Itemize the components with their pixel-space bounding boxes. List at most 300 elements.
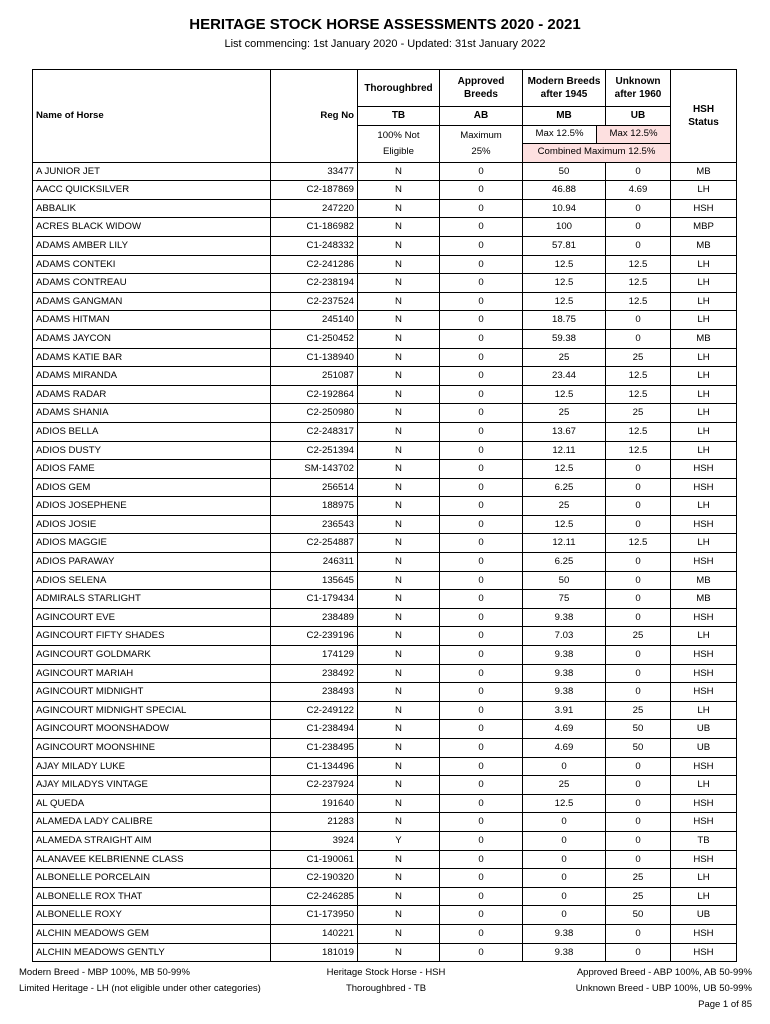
mb-value-cell: 9.38 bbox=[523, 646, 606, 665]
footer-heritage-stock-horse: Heritage Stock Horse - HSH bbox=[326, 967, 446, 978]
ub-value-cell: 0 bbox=[606, 571, 671, 590]
ab-value-cell: 0 bbox=[440, 571, 523, 590]
horse-name-cell: ADIOS JOSIE bbox=[33, 515, 271, 534]
hsh-status-cell: LH bbox=[671, 311, 737, 330]
horse-name-cell: AGINCOURT EVE bbox=[33, 608, 271, 627]
hsh-status-cell: MB bbox=[671, 236, 737, 255]
ub-value-cell: 0 bbox=[606, 850, 671, 869]
table-row bbox=[33, 776, 737, 795]
ab-value-cell: 0 bbox=[440, 274, 523, 293]
mb-value-cell: 10.94 bbox=[523, 199, 606, 218]
reg-no-cell: C2-192864 bbox=[271, 385, 358, 404]
ab-value-cell: 0 bbox=[440, 906, 523, 925]
tb-value-cell: N bbox=[358, 739, 440, 758]
mb-value-cell: 57.81 bbox=[523, 236, 606, 255]
footer-left bbox=[19, 965, 261, 997]
reg-no-cell: C1-138940 bbox=[271, 348, 358, 367]
tb-value-cell: N bbox=[358, 236, 440, 255]
ub-value-cell: 0 bbox=[606, 831, 671, 850]
table-row bbox=[33, 943, 737, 962]
ab-value-cell: 0 bbox=[440, 460, 523, 479]
table-row bbox=[33, 199, 737, 218]
header-status-line2: Status bbox=[688, 116, 719, 128]
ub-value-cell: 12.5 bbox=[606, 292, 671, 311]
tb-value-cell: N bbox=[358, 385, 440, 404]
hsh-status-cell: HSH bbox=[671, 794, 737, 813]
hsh-status-cell: MB bbox=[671, 162, 737, 181]
ab-value-cell: 0 bbox=[440, 553, 523, 572]
hsh-status-cell: LH bbox=[671, 255, 737, 274]
hsh-status-cell: LH bbox=[671, 181, 737, 200]
reg-no-cell: 191640 bbox=[271, 794, 358, 813]
reg-no-cell: SM-143702 bbox=[271, 460, 358, 479]
table-row bbox=[33, 162, 737, 181]
horse-name-cell: ALAMEDA LADY CALIBRE bbox=[33, 813, 271, 832]
ub-value-cell: 0 bbox=[606, 515, 671, 534]
ub-value-cell: 0 bbox=[606, 162, 671, 181]
header-unknown bbox=[606, 70, 671, 107]
tb-value-cell: N bbox=[358, 162, 440, 181]
hsh-status-cell: HSH bbox=[671, 515, 737, 534]
table-row bbox=[33, 553, 737, 572]
mb-value-cell: 0 bbox=[523, 887, 606, 906]
table-row bbox=[33, 627, 737, 646]
table-row bbox=[33, 869, 737, 888]
ub-value-cell: 4.69 bbox=[606, 181, 671, 200]
ub-value-cell: 0 bbox=[606, 199, 671, 218]
mb-value-cell: 0 bbox=[523, 813, 606, 832]
mb-value-cell: 25 bbox=[523, 348, 606, 367]
tb-value-cell: N bbox=[358, 460, 440, 479]
ub-value-cell: 12.5 bbox=[606, 385, 671, 404]
hsh-status-cell: LH bbox=[671, 497, 737, 516]
tb-value-cell: N bbox=[358, 906, 440, 925]
ab-note-line2: 25% bbox=[471, 145, 491, 157]
ub-value-cell: 12.5 bbox=[606, 255, 671, 274]
tb-value-cell: N bbox=[358, 329, 440, 348]
mb-value-cell: 23.44 bbox=[523, 367, 606, 386]
tb-value-cell: N bbox=[358, 292, 440, 311]
ab-value-cell: 0 bbox=[440, 515, 523, 534]
header-mb: MB bbox=[523, 107, 606, 126]
footer-modern-breed: Modern Breed - MBP 100%, MB 50-99% bbox=[19, 967, 190, 978]
table-header bbox=[33, 70, 737, 163]
horse-name-cell: AGINCOURT MIDNIGHT bbox=[33, 683, 271, 702]
tb-value-cell: N bbox=[358, 497, 440, 516]
horse-name-cell: ADAMS CONTREAU bbox=[33, 274, 271, 293]
ub-value-cell: 25 bbox=[606, 627, 671, 646]
ab-value-cell: 0 bbox=[440, 701, 523, 720]
ab-value-cell: 0 bbox=[440, 441, 523, 460]
table-row bbox=[33, 739, 737, 758]
ab-value-cell: 0 bbox=[440, 497, 523, 516]
ab-value-cell: 0 bbox=[440, 664, 523, 683]
hsh-status-cell: LH bbox=[671, 534, 737, 553]
ub-value-cell: 0 bbox=[606, 608, 671, 627]
reg-no-cell: C2-241286 bbox=[271, 255, 358, 274]
tb-value-cell: N bbox=[358, 776, 440, 795]
ub-value-cell: 25 bbox=[606, 869, 671, 888]
ub-value-cell: 0 bbox=[606, 924, 671, 943]
mb-value-cell: 9.38 bbox=[523, 943, 606, 962]
ub-value-cell: 0 bbox=[606, 664, 671, 683]
mb-value-cell: 25 bbox=[523, 404, 606, 423]
mb-value-cell: 75 bbox=[523, 590, 606, 609]
ub-value-cell: 50 bbox=[606, 739, 671, 758]
ub-value-cell: 0 bbox=[606, 497, 671, 516]
reg-no-cell: 238489 bbox=[271, 608, 358, 627]
footer-right bbox=[576, 965, 752, 1013]
ub-value-cell: 0 bbox=[606, 478, 671, 497]
table-row bbox=[33, 646, 737, 665]
table-row bbox=[33, 348, 737, 367]
mb-value-cell: 12.11 bbox=[523, 441, 606, 460]
ub-value-cell: 50 bbox=[606, 906, 671, 925]
tb-value-cell: N bbox=[358, 794, 440, 813]
reg-no-cell: 33477 bbox=[271, 162, 358, 181]
header-ub: UB bbox=[606, 107, 671, 126]
hsh-status-cell: LH bbox=[671, 404, 737, 423]
ab-value-cell: 0 bbox=[440, 608, 523, 627]
ab-value-cell: 0 bbox=[440, 367, 523, 386]
combined-maximum: Combined Maximum 12.5% bbox=[523, 144, 670, 162]
tb-value-cell: N bbox=[358, 646, 440, 665]
ub-value-cell: 0 bbox=[606, 460, 671, 479]
table-row bbox=[33, 608, 737, 627]
tb-value-cell: N bbox=[358, 869, 440, 888]
tb-value-cell: N bbox=[358, 850, 440, 869]
reg-no-cell: C1-248332 bbox=[271, 236, 358, 255]
tb-value-cell: N bbox=[358, 813, 440, 832]
tb-value-cell: N bbox=[358, 701, 440, 720]
assessment-table bbox=[32, 69, 737, 962]
table-row bbox=[33, 831, 737, 850]
reg-no-cell: C2-237924 bbox=[271, 776, 358, 795]
mb-value-cell: 9.38 bbox=[523, 683, 606, 702]
reg-no-cell: 21283 bbox=[271, 813, 358, 832]
footer-middle bbox=[316, 965, 456, 997]
table-row bbox=[33, 497, 737, 516]
reg-no-cell: 236543 bbox=[271, 515, 358, 534]
mb-value-cell: 4.69 bbox=[523, 720, 606, 739]
horse-name-cell: ADAMS SHANIA bbox=[33, 404, 271, 423]
horse-name-cell: AJAY MILADY LUKE bbox=[33, 757, 271, 776]
ub-value-cell: 25 bbox=[606, 701, 671, 720]
tb-value-cell: N bbox=[358, 924, 440, 943]
mb-value-cell: 12.5 bbox=[523, 292, 606, 311]
reg-no-cell: C1-173950 bbox=[271, 906, 358, 925]
ub-value-cell: 12.5 bbox=[606, 534, 671, 553]
table-row bbox=[33, 794, 737, 813]
hsh-status-cell: LH bbox=[671, 627, 737, 646]
header-status-line1: HSH bbox=[692, 103, 715, 115]
ab-value-cell: 0 bbox=[440, 683, 523, 702]
mb-value-cell: 6.25 bbox=[523, 553, 606, 572]
mb-value-cell: 12.5 bbox=[523, 794, 606, 813]
hsh-status-cell: MB bbox=[671, 590, 737, 609]
table-row bbox=[33, 906, 737, 925]
hsh-status-cell: LH bbox=[671, 776, 737, 795]
tb-value-cell: N bbox=[358, 255, 440, 274]
ab-value-cell: 0 bbox=[440, 255, 523, 274]
horse-name-cell: ADIOS PARAWAY bbox=[33, 553, 271, 572]
table-row bbox=[33, 329, 737, 348]
mb-value-cell: 3.91 bbox=[523, 701, 606, 720]
mb-value-cell: 100 bbox=[523, 218, 606, 237]
ab-note-line1: Maximum bbox=[460, 129, 502, 141]
mb-value-cell: 12.5 bbox=[523, 460, 606, 479]
mb-value-cell: 12.5 bbox=[523, 255, 606, 274]
reg-no-cell: 174129 bbox=[271, 646, 358, 665]
reg-no-cell: 238492 bbox=[271, 664, 358, 683]
hsh-status-cell: UB bbox=[671, 720, 737, 739]
reg-no-cell: C1-238494 bbox=[271, 720, 358, 739]
horse-name-cell: ALBONELLE PORCELAIN bbox=[33, 869, 271, 888]
horse-name-cell: ACRES BLACK WIDOW bbox=[33, 218, 271, 237]
ab-value-cell: 0 bbox=[440, 813, 523, 832]
header-ab-note bbox=[440, 125, 523, 162]
horse-name-cell: ALBONELLE ROXY bbox=[33, 906, 271, 925]
hsh-status-cell: MBP bbox=[671, 218, 737, 237]
header-approved-breeds bbox=[440, 70, 523, 107]
ab-value-cell: 0 bbox=[440, 757, 523, 776]
ab-value-cell: 0 bbox=[440, 422, 523, 441]
reg-no-cell: 140221 bbox=[271, 924, 358, 943]
ub-value-cell: 25 bbox=[606, 404, 671, 423]
tb-value-cell: N bbox=[358, 887, 440, 906]
reg-no-cell: 256514 bbox=[271, 478, 358, 497]
horse-name-cell: AGINCOURT MIDNIGHT SPECIAL bbox=[33, 701, 271, 720]
tb-value-cell: N bbox=[358, 720, 440, 739]
header-unknown-line1: Unknown bbox=[615, 76, 661, 87]
mb-value-cell: 9.38 bbox=[523, 924, 606, 943]
mb-value-cell: 12.5 bbox=[523, 515, 606, 534]
horse-name-cell: ADIOS GEM bbox=[33, 478, 271, 497]
header-tb: TB bbox=[358, 107, 440, 126]
mb-value-cell: 7.03 bbox=[523, 627, 606, 646]
footer-unknown-breed: Unknown Breed - UBP 100%, UB 50-99% bbox=[575, 983, 752, 994]
horse-name-cell: AACC QUICKSILVER bbox=[33, 181, 271, 200]
footer-thoroughbred: Thoroughbred - TB bbox=[345, 983, 427, 994]
horse-name-cell: AGINCOURT MOONSHINE bbox=[33, 739, 271, 758]
footer-limited-heritage: Limited Heritage - LH (not eligible under other categories) bbox=[19, 983, 261, 994]
hsh-status-cell: HSH bbox=[671, 850, 737, 869]
ub-value-cell: 0 bbox=[606, 757, 671, 776]
reg-no-cell: C1-186982 bbox=[271, 218, 358, 237]
mb-value-cell: 0 bbox=[523, 757, 606, 776]
mb-value-cell: 12.5 bbox=[523, 274, 606, 293]
table-row bbox=[33, 236, 737, 255]
reg-no-cell: C2-238194 bbox=[271, 274, 358, 293]
tb-value-cell: N bbox=[358, 757, 440, 776]
table-row bbox=[33, 683, 737, 702]
ab-value-cell: 0 bbox=[440, 162, 523, 181]
horse-name-cell: ADAMS HITMAN bbox=[33, 311, 271, 330]
table-row bbox=[33, 757, 737, 776]
tb-value-cell: N bbox=[358, 515, 440, 534]
horse-name-cell: ALAMEDA STRAIGHT AIM bbox=[33, 831, 271, 850]
hsh-status-cell: UB bbox=[671, 906, 737, 925]
mb-value-cell: 12.5 bbox=[523, 385, 606, 404]
mb-value-cell: 9.38 bbox=[523, 608, 606, 627]
reg-no-cell: C2-239196 bbox=[271, 627, 358, 646]
horse-name-cell: AL QUEDA bbox=[33, 794, 271, 813]
table-body bbox=[33, 162, 737, 962]
header-unknown-line2: after 1960 bbox=[614, 89, 662, 100]
mb-value-cell: 12.11 bbox=[523, 534, 606, 553]
footer-approved-breed: Approved Breed - ABP 100%, AB 50-99% bbox=[576, 967, 752, 978]
reg-no-cell: 188975 bbox=[271, 497, 358, 516]
page-number: Page 1 of 85 bbox=[698, 999, 752, 1010]
page-title: HERITAGE STOCK HORSE ASSESSMENTS 2020 - 2021 bbox=[189, 16, 581, 33]
ab-value-cell: 0 bbox=[440, 776, 523, 795]
hsh-status-cell: LH bbox=[671, 348, 737, 367]
ab-value-cell: 0 bbox=[440, 627, 523, 646]
reg-no-cell: 181019 bbox=[271, 943, 358, 962]
ub-value-cell: 0 bbox=[606, 813, 671, 832]
mb-value-cell: 0 bbox=[523, 831, 606, 850]
ab-value-cell: 0 bbox=[440, 478, 523, 497]
horse-name-cell: ADAMS MIRANDA bbox=[33, 367, 271, 386]
header-approved-line2: Breeds bbox=[464, 89, 498, 100]
table-row bbox=[33, 664, 737, 683]
reg-no-cell: C2-249122 bbox=[271, 701, 358, 720]
reg-no-cell: C2-251394 bbox=[271, 441, 358, 460]
horse-name-cell: AGINCOURT FIFTY SHADES bbox=[33, 627, 271, 646]
table-row bbox=[33, 701, 737, 720]
reg-no-cell: 238493 bbox=[271, 683, 358, 702]
tb-note-line2: Eligible bbox=[383, 145, 414, 157]
hsh-status-cell: HSH bbox=[671, 199, 737, 218]
hsh-status-cell: LH bbox=[671, 701, 737, 720]
horse-name-cell: ADAMS AMBER LILY bbox=[33, 236, 271, 255]
mb-value-cell: 59.38 bbox=[523, 329, 606, 348]
mb-value-cell: 0 bbox=[523, 850, 606, 869]
tb-value-cell: N bbox=[358, 422, 440, 441]
horse-name-cell: ALCHIN MEADOWS GEM bbox=[33, 924, 271, 943]
horse-name-cell: ALCHIN MEADOWS GENTLY bbox=[33, 943, 271, 962]
reg-no-cell: C1-134496 bbox=[271, 757, 358, 776]
hsh-status-cell: LH bbox=[671, 422, 737, 441]
header-thoroughbred: Thoroughbred bbox=[358, 70, 440, 107]
ab-value-cell: 0 bbox=[440, 404, 523, 423]
reg-no-cell: C2-246285 bbox=[271, 887, 358, 906]
horse-name-cell: ADIOS BELLA bbox=[33, 422, 271, 441]
horse-name-cell: AGINCOURT MOONSHADOW bbox=[33, 720, 271, 739]
horse-name-cell: ADAMS CONTEKI bbox=[33, 255, 271, 274]
page-subtitle: List commencing: 1st January 2020 - Updated: 31st January 2022 bbox=[224, 38, 546, 50]
mb-value-cell: 4.69 bbox=[523, 739, 606, 758]
mb-value-cell: 13.67 bbox=[523, 422, 606, 441]
table-row bbox=[33, 441, 737, 460]
tb-value-cell: N bbox=[358, 478, 440, 497]
hsh-status-cell: HSH bbox=[671, 664, 737, 683]
horse-name-cell: ADAMS RADAR bbox=[33, 385, 271, 404]
horse-name-cell: ADAMS GANGMAN bbox=[33, 292, 271, 311]
ab-value-cell: 0 bbox=[440, 311, 523, 330]
hsh-status-cell: HSH bbox=[671, 924, 737, 943]
tb-value-cell: N bbox=[358, 553, 440, 572]
hsh-status-cell: HSH bbox=[671, 943, 737, 962]
hsh-status-cell: MB bbox=[671, 329, 737, 348]
table-row bbox=[33, 515, 737, 534]
ub-note: Max 12.5% bbox=[597, 126, 670, 143]
ab-value-cell: 0 bbox=[440, 646, 523, 665]
header-modern-breeds bbox=[523, 70, 606, 107]
hsh-status-cell: LH bbox=[671, 367, 737, 386]
hsh-status-cell: LH bbox=[671, 292, 737, 311]
ab-value-cell: 0 bbox=[440, 590, 523, 609]
hsh-status-cell: TB bbox=[671, 831, 737, 850]
mb-value-cell: 25 bbox=[523, 497, 606, 516]
horse-name-cell: ADAMS KATIE BAR bbox=[33, 348, 271, 367]
mb-value-cell: 46.88 bbox=[523, 181, 606, 200]
table-row bbox=[33, 274, 737, 293]
table-row bbox=[33, 590, 737, 609]
hsh-status-cell: UB bbox=[671, 739, 737, 758]
ab-value-cell: 0 bbox=[440, 181, 523, 200]
ab-value-cell: 0 bbox=[440, 831, 523, 850]
header-approved-line1: Approved bbox=[457, 76, 505, 87]
horse-name-cell: AJAY MILADYS VINTAGE bbox=[33, 776, 271, 795]
mb-value-cell: 18.75 bbox=[523, 311, 606, 330]
hsh-status-cell: HSH bbox=[671, 478, 737, 497]
horse-name-cell: ADIOS SELENA bbox=[33, 571, 271, 590]
hsh-status-cell: LH bbox=[671, 887, 737, 906]
table-row bbox=[33, 367, 737, 386]
tb-value-cell: N bbox=[358, 590, 440, 609]
tb-value-cell: Y bbox=[358, 831, 440, 850]
tb-note-line1: 100% Not bbox=[377, 129, 420, 141]
horse-name-cell: ADIOS JOSEPHENE bbox=[33, 497, 271, 516]
tb-value-cell: N bbox=[358, 683, 440, 702]
mb-value-cell: 50 bbox=[523, 162, 606, 181]
horse-name-cell: AGINCOURT GOLDMARK bbox=[33, 646, 271, 665]
header-reg-no: Reg No bbox=[271, 70, 358, 163]
mb-value-cell: 0 bbox=[523, 869, 606, 888]
table-row bbox=[33, 534, 737, 553]
ab-value-cell: 0 bbox=[440, 887, 523, 906]
tb-value-cell: N bbox=[358, 311, 440, 330]
reg-no-cell: C2-237524 bbox=[271, 292, 358, 311]
tb-value-cell: N bbox=[358, 181, 440, 200]
ub-value-cell: 0 bbox=[606, 943, 671, 962]
header-name-of-horse: Name of Horse bbox=[33, 70, 271, 163]
tb-value-cell: N bbox=[358, 404, 440, 423]
hsh-status-cell: HSH bbox=[671, 553, 737, 572]
hsh-status-cell: LH bbox=[671, 385, 737, 404]
ab-value-cell: 0 bbox=[440, 794, 523, 813]
ub-value-cell: 0 bbox=[606, 794, 671, 813]
ub-value-cell: 50 bbox=[606, 720, 671, 739]
reg-no-cell: 245140 bbox=[271, 311, 358, 330]
reg-no-cell: 135645 bbox=[271, 571, 358, 590]
horse-name-cell: ABBALIK bbox=[33, 199, 271, 218]
tb-value-cell: N bbox=[358, 943, 440, 962]
table-row bbox=[33, 292, 737, 311]
mb-value-cell: 25 bbox=[523, 776, 606, 795]
horse-name-cell: ADIOS DUSTY bbox=[33, 441, 271, 460]
ub-value-cell: 0 bbox=[606, 218, 671, 237]
reg-no-cell: 251087 bbox=[271, 367, 358, 386]
tb-value-cell: N bbox=[358, 274, 440, 293]
table-row bbox=[33, 422, 737, 441]
reg-no-cell: C1-179434 bbox=[271, 590, 358, 609]
horse-name-cell: ADAMS JAYCON bbox=[33, 329, 271, 348]
tb-value-cell: N bbox=[358, 627, 440, 646]
ab-value-cell: 0 bbox=[440, 199, 523, 218]
hsh-status-cell: HSH bbox=[671, 757, 737, 776]
